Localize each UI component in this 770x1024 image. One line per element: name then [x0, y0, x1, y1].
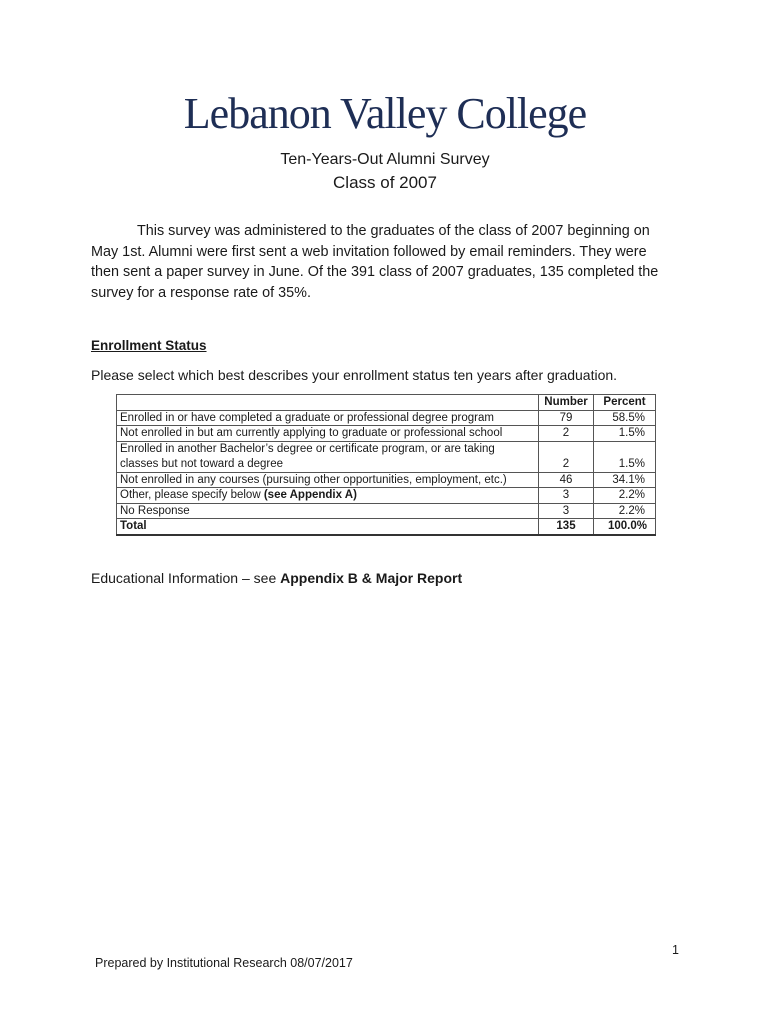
table-row	[117, 441, 656, 472]
row-label: Not enrolled in any courses (pursuing other opportunities, employment, etc.)	[117, 472, 539, 488]
appendix-b-reference: Appendix B & Major Report	[280, 570, 463, 586]
row-label-text: Other, please specify below	[120, 489, 264, 501]
table-row	[117, 426, 656, 442]
total-number: 135	[539, 519, 594, 535]
row-number: 2	[539, 441, 594, 472]
row-number: 46	[539, 472, 594, 488]
enrollment-question: Please select which best describes your enrollment status ten years after graduation.	[91, 367, 618, 383]
educational-information-text: Educational Information – see	[91, 570, 281, 586]
appendix-a-reference: (see Appendix A)	[263, 489, 357, 501]
row-label	[117, 488, 539, 504]
educational-information-line	[91, 570, 462, 586]
row-number: 79	[539, 410, 594, 426]
intro-paragraph	[91, 221, 659, 303]
row-percent: 34.1%	[594, 472, 656, 488]
table-row	[117, 503, 656, 519]
row-percent: 2.2%	[594, 488, 656, 504]
row-label-line2: classes but not toward a degree	[120, 457, 284, 470]
table-total-row	[117, 519, 656, 535]
row-label: Not enrolled in but am currently applying to graduate or professional school	[117, 426, 539, 442]
row-percent: 1.5%	[594, 441, 656, 472]
college-logo: Lebanon Valley College	[183, 89, 587, 138]
table-row	[117, 410, 656, 426]
prepared-by-footer: Prepared by Institutional Research 08/07/2017	[95, 956, 353, 970]
row-label: Enrolled in or have completed a graduate or professional degree program	[117, 410, 539, 426]
total-percent: 100.0%	[594, 519, 656, 535]
header-percent: Percent	[594, 395, 656, 411]
table-header-row	[117, 395, 656, 411]
row-number: 3	[539, 503, 594, 519]
header-blank-cell	[117, 395, 539, 411]
total-label: Total	[117, 519, 539, 535]
enrollment-table	[116, 394, 656, 536]
intro-text: This survey was administered to the graduates of the class of 2007 beginning on May 1st. Alumni were first sent a web invitation followed by email reminders. They were then sent a paper survey in June. Of the 391 class of 2007 graduates, 135 completed the survey for a response rate of 35%.	[91, 223, 659, 301]
table-row	[117, 472, 656, 488]
class-year-title: Class of 2007	[333, 173, 437, 192]
row-percent: 58.5%	[594, 410, 656, 426]
row-percent: 1.5%	[594, 426, 656, 442]
header-number: Number	[539, 395, 594, 411]
row-number: 2	[539, 426, 594, 442]
row-label-line1: Enrolled in another Bachelor’s degree or certificate program, or are taking	[120, 442, 495, 455]
row-label	[117, 441, 539, 472]
table-row	[117, 488, 656, 504]
row-number: 3	[539, 488, 594, 504]
survey-title: Ten-Years-Out Alumni Survey	[280, 151, 490, 168]
row-percent: 2.2%	[594, 503, 656, 519]
enrollment-status-heading: Enrollment Status	[91, 338, 207, 353]
row-label: No Response	[117, 503, 539, 519]
page-number: 1	[672, 943, 679, 957]
